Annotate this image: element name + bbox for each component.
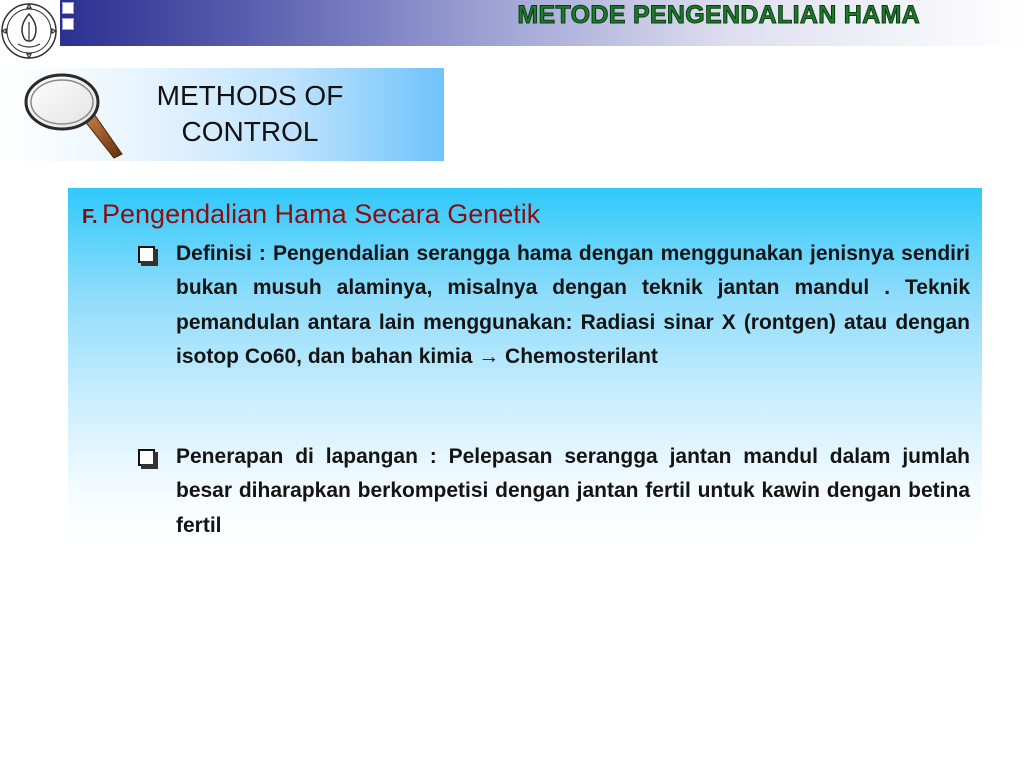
university-seal-icon [0,0,58,62]
list-item-text: Definisi : Pengendalian serangga hama dengan menggunakan jenisnya sendiri bukan musuh alaminya, misalnya dengan teknik jantan mandul . Teknik pemandulan antara lain menggunakan: Radiasi sinar X (rontgen) atau dengan isotop Co60, dan bahan kimia → Chemosterilant [176,242,970,368]
checkbox-bullet-icon [138,246,155,263]
banner-marker [62,18,74,30]
list-item-text: Penerapan di lapangan : Pelepasan serangga jantan mandul dalam jumlah besar diharapkan berkompetisi dengan jantan fertil untuk kawin dengan betina fertil [176,445,970,537]
list-item [138,237,970,374]
subtitle-line-2: CONTROL [181,116,319,147]
page-title: METODE PENGENDALIAN HAMA [517,1,920,29]
magnifying-glass-icon [22,70,124,164]
section-subtitle [120,78,380,150]
section-heading [82,196,540,237]
subtitle-line-1: METHODS OF [156,80,344,111]
banner-marker [62,2,74,14]
section-title: Pengendalian Hama Secara Genetik [102,199,541,229]
section-letter: F. [82,206,98,228]
checkbox-bullet-icon [138,449,155,466]
list-item [138,440,970,543]
